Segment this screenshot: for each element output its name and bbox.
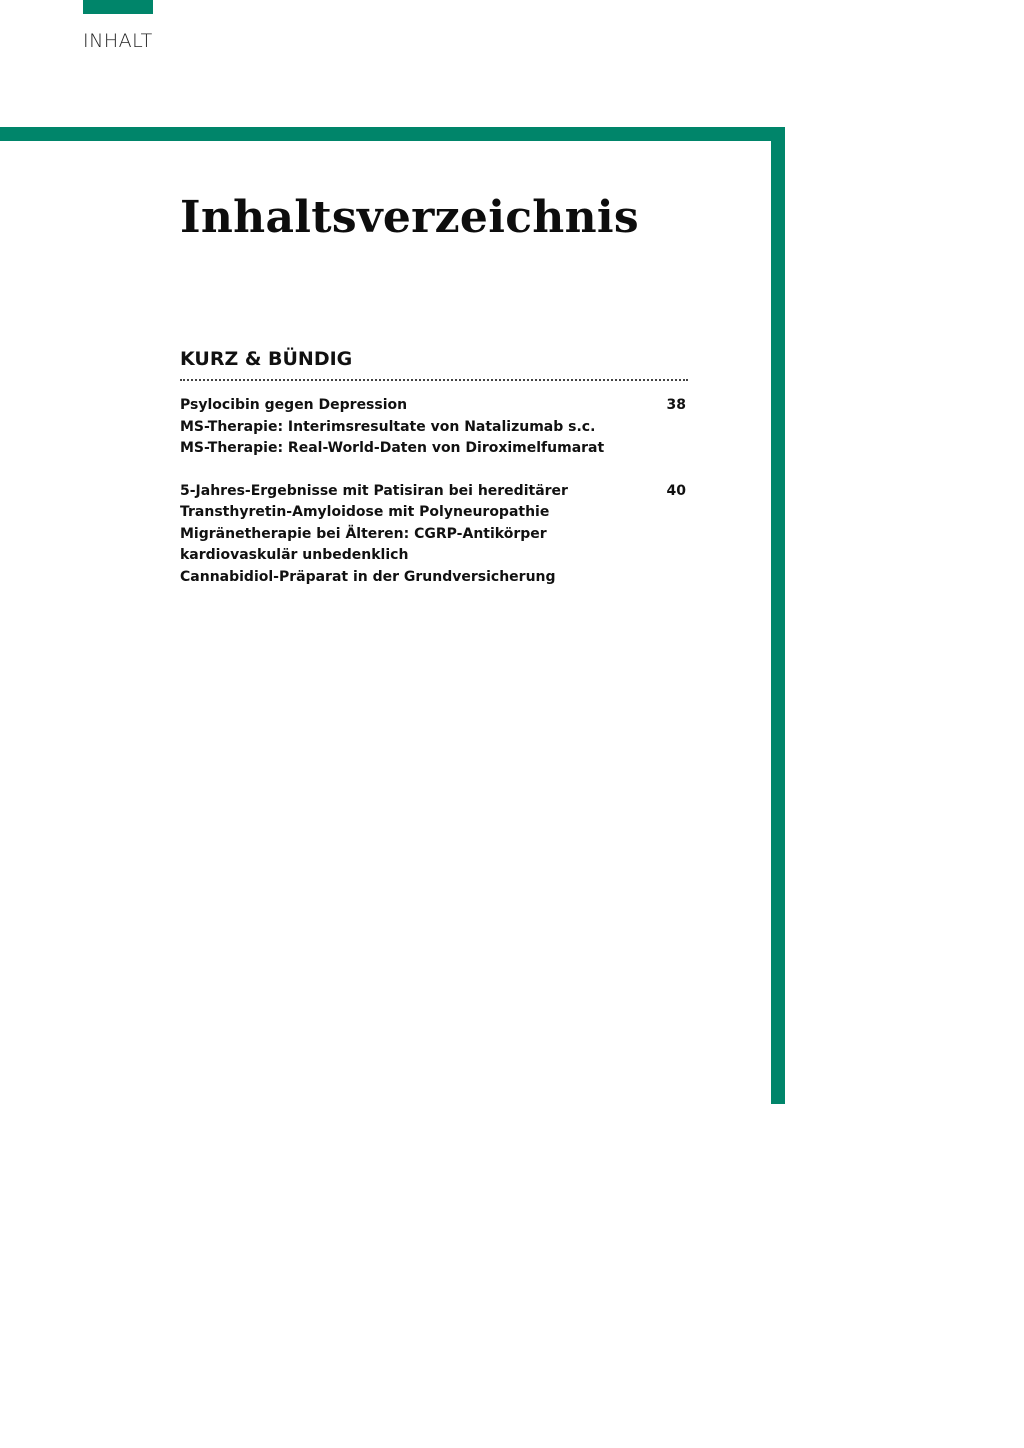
toc-entry-link[interactable]: Cannabidiol-Präparat in der Grundversicherung [180, 568, 556, 585]
toc-page-number[interactable]: 40 [666, 482, 686, 499]
frame-top-bar [0, 127, 785, 141]
toc-group-items [180, 395, 650, 460]
section-label: INHALT [83, 30, 153, 52]
dotted-divider [180, 379, 688, 381]
header-accent-tab [83, 0, 153, 14]
toc-entry-link[interactable]: MS-Therapie: Real-World-Daten von Diroximelfumarat [180, 440, 605, 456]
toc-section-heading: KURZ & BÜNDIG [180, 348, 353, 370]
toc-entry-link[interactable]: Psylocibin gegen Depression [180, 397, 408, 413]
toc-group [180, 481, 688, 589]
page-title: Inhaltsverzeichnis [180, 192, 639, 243]
toc-entry-link[interactable]: MS-Therapie: Interimsresultate von Natalizumab s.c. [180, 418, 596, 435]
toc-entry-link[interactable]: Migränetherapie bei Älteren: CGRP-Antikörper kardiovaskulär unbedenklich [180, 525, 547, 563]
toc-group-items [180, 481, 650, 589]
frame-right-bar [771, 127, 785, 1104]
toc-page-number[interactable]: 38 [666, 397, 686, 413]
toc-entry-link[interactable]: 5-Jahres-Ergebnisse mit Patisiran bei hereditärer Transthyretin-Amyloidose mit Polyneuropathie [180, 482, 568, 520]
toc-group [180, 395, 688, 460]
table-of-contents [180, 346, 688, 588]
